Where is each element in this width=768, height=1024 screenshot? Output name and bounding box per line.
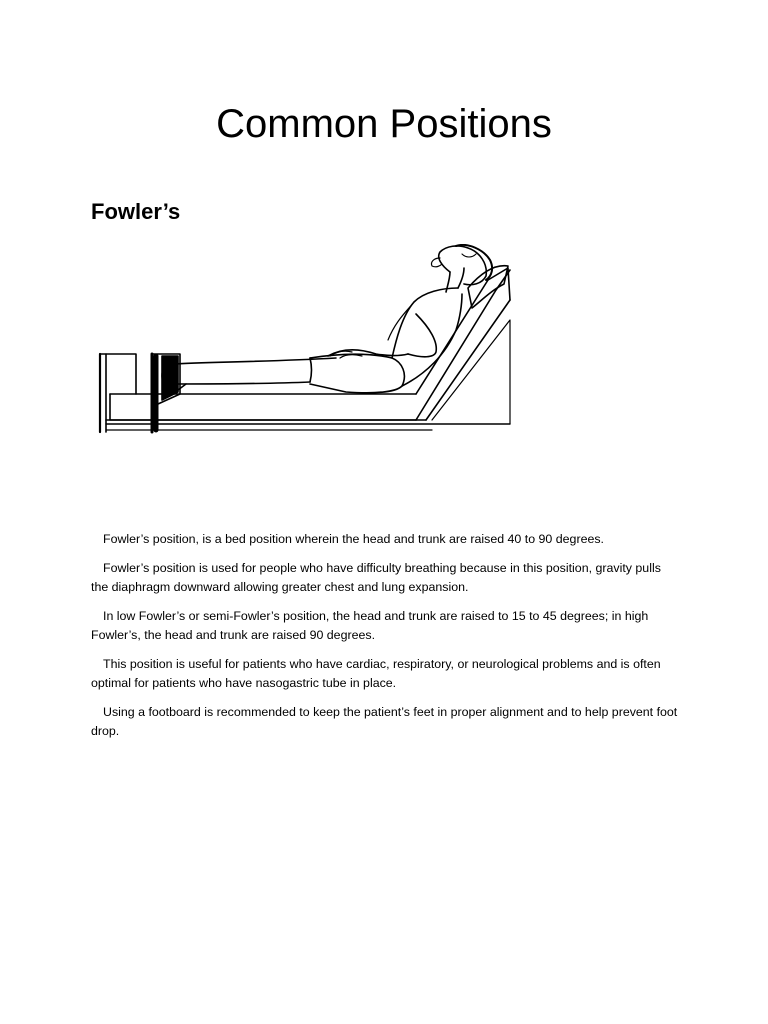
paragraph: Using a footboard is recommended to keep the patient’s feet in proper alignment and to help prevent foot drop.	[91, 705, 678, 738]
page-title: Common Positions	[216, 102, 552, 146]
paragraph: Fowler’s position, is a bed position wherein the head and trunk are raised 40 to 90 degrees.	[103, 532, 604, 546]
body-text	[91, 530, 681, 751]
paragraph: In low Fowler’s or semi-Fowler’s position, the head and trunk are raised to 15 to 45 degrees; in high Fowler’s, the head and trunk are raised 90 degrees.	[91, 609, 649, 642]
section-heading: Fowler’s	[91, 199, 181, 224]
paragraph: Fowler’s position is used for people who have difficulty breathing because in this position, gravity pulls the diaphragm downward allowing greater chest and lung expansion.	[91, 561, 661, 594]
fowlers-position-illustration-icon	[96, 244, 516, 438]
paragraph: This position is useful for patients who have cardiac, respiratory, or neurological problems and is often optimal for patients who have nasogastric tube in place.	[91, 657, 661, 690]
